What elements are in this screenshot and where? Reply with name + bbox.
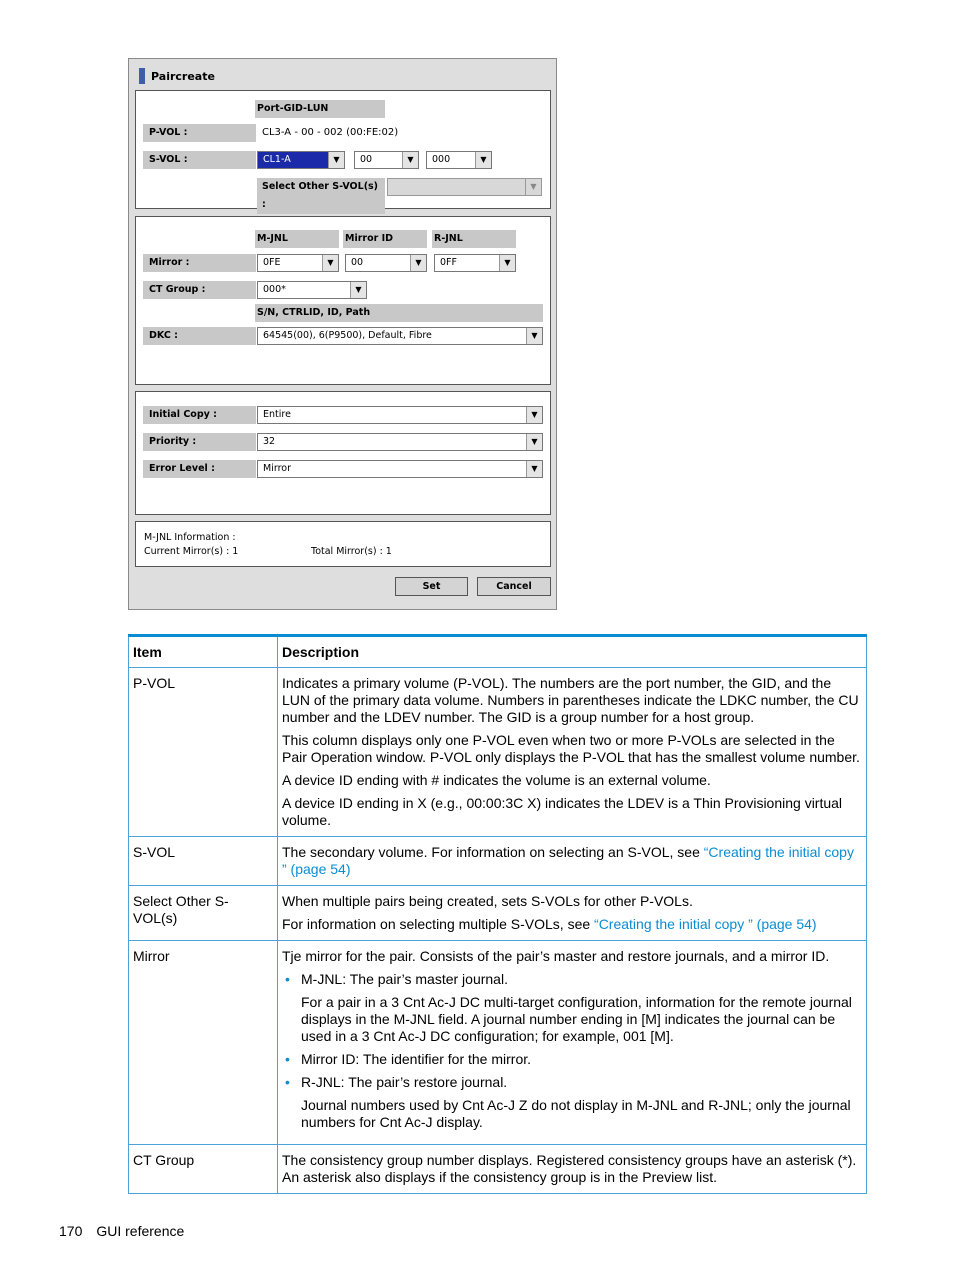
volume-panel xyxy=(135,90,551,209)
mirror-id-select[interactable] xyxy=(345,254,427,272)
list-item-detail: For a pair in a 3 Cnt Ac-J DC multi-target configuration, information for the remote journal displays in the M-JNL field. A journal number ending in [M] indicates the journal can be used in a 3 Cnt Ac-J DC configuration; for example, 001 [M]. xyxy=(301,994,852,1044)
description-column-header: Description xyxy=(278,636,867,668)
description-text: For information on selecting multiple S-VOLs, see xyxy=(282,916,595,932)
svol-lun-select[interactable] xyxy=(426,151,492,169)
page-number: 170 xyxy=(59,1223,83,1239)
list-item-text: M-JNL: The pair’s master journal. xyxy=(301,971,508,987)
description-cell xyxy=(278,668,867,837)
ct-group-value: 000* xyxy=(263,284,286,295)
chevron-down-icon[interactable]: ▼ xyxy=(526,434,542,450)
svol-label: S-VOL : xyxy=(143,151,256,169)
item-cell: P-VOL xyxy=(129,668,278,837)
pvol-label: P-VOL : xyxy=(143,124,256,142)
table-row xyxy=(129,668,867,837)
description-cell xyxy=(278,941,867,1145)
item-cell: Select Other S-VOL(s) xyxy=(129,886,278,941)
list-item xyxy=(282,1051,862,1068)
description-cell xyxy=(278,886,867,941)
priority-select[interactable] xyxy=(257,433,543,451)
svol-gid-value: 00 xyxy=(360,154,373,165)
description-text: This column displays only one P-VOL even when two or more P-VOLs are selected in the Pair Operation window. P-VOL only displays the P-VOL that has the smallest volume number. xyxy=(282,732,860,765)
table-header-row xyxy=(129,636,867,668)
table-row xyxy=(129,1145,867,1194)
priority-value: 32 xyxy=(263,436,276,447)
list-item xyxy=(282,971,862,1045)
description-text: When multiple pairs being created, sets S-VOLs for other P-VOLs. xyxy=(282,893,693,909)
chevron-down-icon[interactable]: ▼ xyxy=(526,461,542,477)
list-item-detail: Journal numbers used by Cnt Ac-J Z do not display in M-JNL and R-JNL; only the journal numbers for Cnt Ac-J display. xyxy=(301,1097,851,1130)
item-cell: CT Group xyxy=(129,1145,278,1194)
item-cell: Mirror xyxy=(129,941,278,1145)
chevron-down-icon[interactable]: ▼ xyxy=(526,407,542,423)
pvol-value: CL3-A - 00 - 002 (00:FE:02) xyxy=(262,127,399,138)
item-cell: S-VOL xyxy=(129,837,278,886)
paircreate-dialog xyxy=(128,58,557,610)
initial-copy-value: Entire xyxy=(263,409,291,420)
table-row xyxy=(129,941,867,1145)
description-text: The consistency group number displays. Registered consistency groups have an asterisk (*). An asterisk also displays if the consistency group is in the Preview list. xyxy=(282,1152,857,1185)
title-accent-bar xyxy=(139,68,145,84)
mjnl-info-panel xyxy=(135,521,551,567)
current-mirrors-text: Current Mirror(s) : 1 xyxy=(144,546,239,557)
error-level-select[interactable] xyxy=(257,460,543,478)
rjnl-value: 0FF xyxy=(440,257,457,268)
bullet-list xyxy=(282,971,862,1131)
svol-lun-value: 000 xyxy=(432,154,451,165)
error-level-value: Mirror xyxy=(263,463,291,474)
bullet-icon: • xyxy=(285,971,290,987)
svol-gid-select[interactable] xyxy=(354,151,419,169)
mjnl-info-title: M-JNL Information : xyxy=(144,532,236,543)
chevron-down-icon[interactable]: ▼ xyxy=(402,152,418,168)
svol-port-select[interactable] xyxy=(257,151,345,169)
item-description-table xyxy=(128,634,867,1194)
port-gid-lun-header: Port-GID-LUN xyxy=(255,100,385,118)
mjnl-value: 0FE xyxy=(263,257,281,268)
total-mirrors-text: Total Mirror(s) : 1 xyxy=(311,546,392,557)
cancel-button[interactable]: Cancel xyxy=(477,577,551,596)
priority-label: Priority : xyxy=(143,433,256,451)
chevron-down-icon[interactable]: ▼ xyxy=(499,255,515,271)
svol-port-value: CL1-A xyxy=(263,154,291,165)
set-button[interactable]: Set xyxy=(395,577,468,596)
chevron-down-icon[interactable]: ▼ xyxy=(525,179,541,195)
chevron-down-icon[interactable]: ▼ xyxy=(322,255,338,271)
mirror-id-value: 00 xyxy=(351,257,364,268)
ct-group-label: CT Group : xyxy=(143,281,256,299)
select-other-svol-select[interactable] xyxy=(387,178,542,196)
cross-reference-link[interactable]: “Creating the initial copy ” (page 54) xyxy=(282,844,854,877)
chevron-down-icon[interactable]: ▼ xyxy=(526,328,542,344)
table-row xyxy=(129,837,867,886)
dkc-label: DKC : xyxy=(143,327,256,345)
item-column-header: Item xyxy=(129,636,278,668)
rjnl-header: R-JNL xyxy=(432,230,516,248)
dialog-title: Paircreate xyxy=(151,70,215,83)
description-cell xyxy=(278,837,867,886)
description-text: Tje mirror for the pair. Consists of the pair’s master and restore journals, and a mirror ID. xyxy=(282,948,830,964)
error-level-label: Error Level : xyxy=(143,460,256,478)
chevron-down-icon[interactable]: ▼ xyxy=(475,152,491,168)
bullet-icon: • xyxy=(285,1051,290,1067)
mirror-id-header: Mirror ID xyxy=(343,230,427,248)
description-paragraph xyxy=(282,844,862,878)
dkc-header: S/N, CTRLID, ID, Path xyxy=(255,304,543,322)
chevron-down-icon[interactable]: ▼ xyxy=(410,255,426,271)
description-cell xyxy=(278,1145,867,1194)
chevron-down-icon[interactable]: ▼ xyxy=(328,152,344,168)
copy-options-panel xyxy=(135,391,551,515)
dkc-select[interactable] xyxy=(257,327,543,345)
list-item-text: R-JNL: The pair’s restore journal. xyxy=(301,1074,508,1090)
description-text: A device ID ending in X (e.g., 00:00:3C X) indicates the LDEV is a Thin Provisioning virtual volume. xyxy=(282,795,843,828)
initial-copy-label: Initial Copy : xyxy=(143,406,256,424)
footer-section-title: GUI reference xyxy=(96,1223,185,1239)
page-footer xyxy=(59,1223,184,1239)
description-text: Indicates a primary volume (P-VOL). The numbers are the port number, the GID, and the LUN of the primary data volume. Numbers in parentheses indicate the LDKC number, the CU number and the LDEV number. The GID is a group number for a host group. xyxy=(282,675,859,725)
list-item-text: Mirror ID: The identifier for the mirror. xyxy=(301,1051,532,1067)
initial-copy-select[interactable] xyxy=(257,406,543,424)
table-row xyxy=(129,886,867,941)
cross-reference-link[interactable]: “Creating the initial copy ” (page 54) xyxy=(594,916,817,932)
description-text: A device ID ending with # indicates the volume is an external volume. xyxy=(282,772,711,788)
bullet-icon: • xyxy=(285,1074,290,1090)
mirror-panel xyxy=(135,216,551,385)
mjnl-select[interactable] xyxy=(257,254,339,272)
mjnl-header: M-JNL xyxy=(255,230,339,248)
ct-group-select[interactable] xyxy=(257,281,367,299)
rjnl-select[interactable] xyxy=(434,254,516,272)
select-other-svol-label: Select Other S-VOL(s) : xyxy=(257,178,385,214)
mirror-label: Mirror : xyxy=(143,254,256,272)
list-item xyxy=(282,1074,862,1131)
description-text: The secondary volume. For information on selecting an S-VOL, see xyxy=(282,844,704,860)
dkc-value: 64545(00), 6(P9500), Default, Fibre xyxy=(263,330,432,341)
chevron-down-icon[interactable]: ▼ xyxy=(350,282,366,298)
description-paragraph xyxy=(282,916,862,933)
